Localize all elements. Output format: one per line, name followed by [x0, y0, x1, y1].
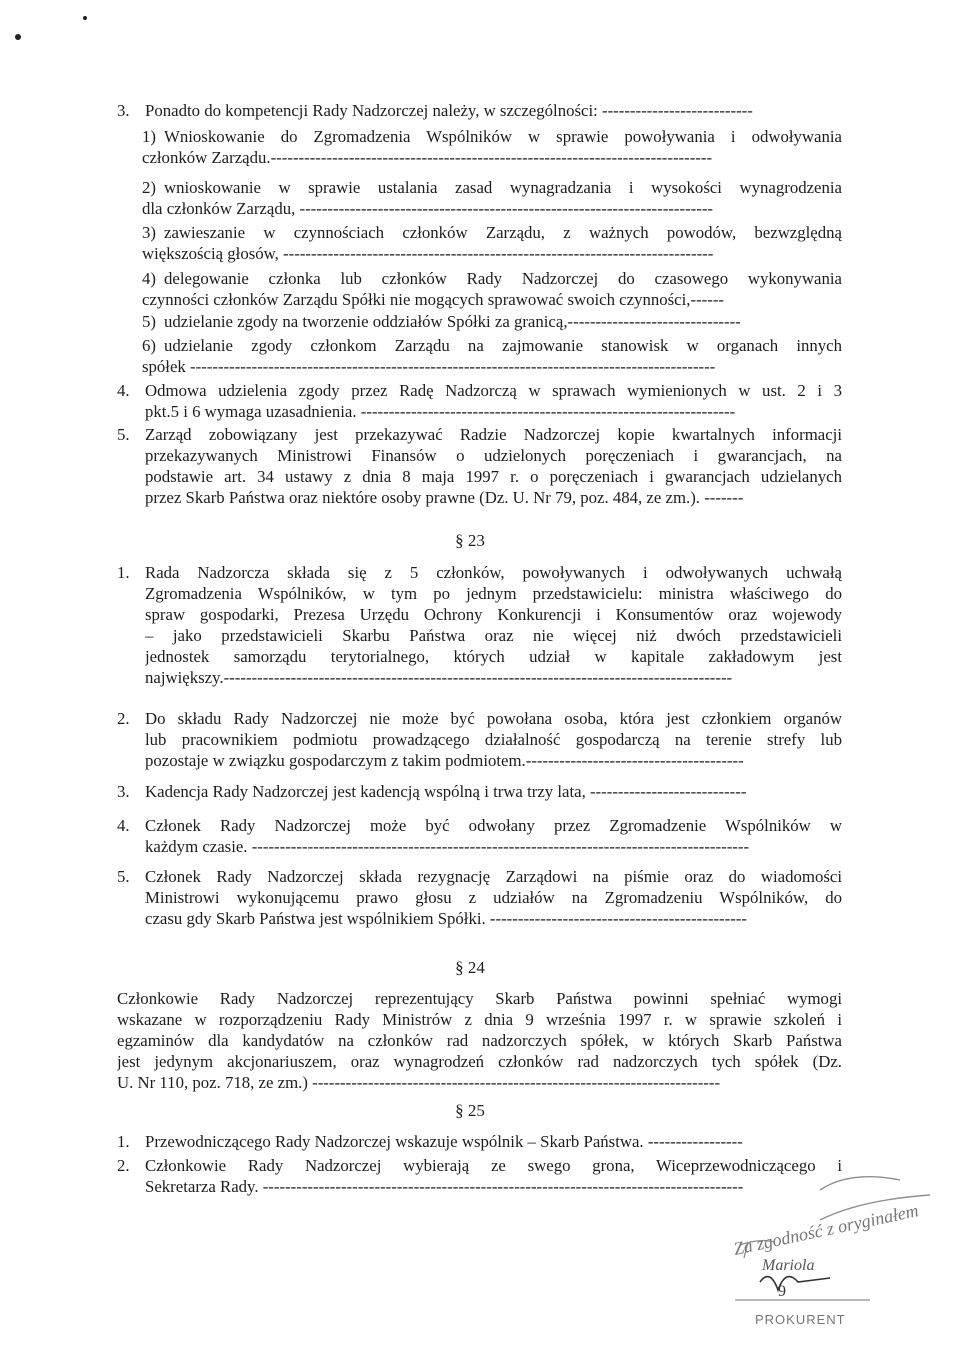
stamp-title: PROKURENT [755, 1312, 846, 1327]
section-text: przez Skarb Państwa oraz niektóre osoby prawne (Dz. U. Nr 79, poz. 484, ze zm.). ------- [145, 488, 744, 507]
section-number: 5. [117, 425, 130, 444]
item-text: każdym czasie. ----------------------------------------------------------------------------------------- [145, 837, 750, 856]
subitem-text: członków Zarządu.------------------------------------------------------------------------------- [142, 148, 713, 167]
subitem-text: spółek ---------------------------------------------------------------------------------------------- [142, 357, 716, 376]
item-number: 1. [117, 1132, 130, 1151]
item-text: Ministrowi wykonującemu prawo głosu z udziałów na Zgromadzeniu Wspólników, do [145, 888, 842, 907]
item-number: 3. [117, 782, 130, 801]
section-text: podstawie art. 34 ustawy z dnia 8 maja 1997 r. o poręczeniach i gwarancjach udzielanych [145, 467, 842, 486]
subitem-text: udzielanie zgody członkom Zarządu na zajmowanie stanowisk w organach innych [164, 336, 842, 355]
paragraph-text: U. Nr 110, poz. 718, ze zm.) ------------------------------------------------------------------------- [117, 1073, 721, 1092]
paragraph-text: jest jedynym akcjonariuszem, oraz wynagrodzeń członków rad nadzorczych tych spółek (Dz. [117, 1052, 842, 1071]
item-text: – jako przedstawicieli Skarbu Państwa oraz nie więcej niż dwóch przedstawicieli [145, 626, 842, 645]
subitem-text: dla członków Zarządu, -------------------------------------------------------------------------- [142, 199, 714, 218]
subitem-number: 1) [142, 127, 156, 146]
paragraph-text: egzaminów dla kandydatów na członków rad nadzorczych spółek, w których Skarb Państwa [117, 1031, 842, 1050]
signature-stroke [760, 1277, 830, 1290]
section-text: przekazywanych Ministrowi Finansów o udzielonych poręczeniach i gwarancjach, na [145, 446, 842, 465]
subitem-text: wnioskowanie w sprawie ustalania zasad wynagradzania i wysokości wynagrodzenia [164, 178, 842, 197]
subitem-number: 4) [142, 269, 156, 288]
subitem-number: 5) [142, 312, 156, 331]
item-text: Członkowie Rady Nadzorczej wybierają ze swego grona, Wiceprzewodniczącego i [145, 1156, 842, 1175]
subitem-text: czynności członków Zarządu Spółki nie mogących sprawować swoich czynności,------ [142, 290, 725, 309]
item-text: lub pracownikiem podmiotu prowadzącego działalność gospodarczą na terenie strefy lub [145, 730, 842, 749]
scan-dot [15, 34, 21, 40]
subitem-number: 3) [142, 223, 156, 242]
item-text: Członek Rady Nadzorczej może być odwołany przez Zgromadzenie Wspólników w [145, 816, 842, 835]
scan-dot [83, 16, 87, 20]
item-number: 4. [117, 816, 130, 835]
item-text: największy.------------------------------------------------------------------------------------------- [145, 668, 733, 687]
item-number: 1. [117, 563, 130, 582]
subitem-text: delegowanie członka lub członków Rady Nadzorczej do czasowego wykonywania [164, 269, 842, 288]
section-text: pkt.5 i 6 wymaga uzasadnienia. ------------------------------------------------------------------- [145, 402, 736, 421]
item-text: Kadencja Rady Nadzorczej jest kadencją wspólną i trwa trzy lata, ---------------------------- [145, 782, 747, 801]
subitem-text: większością głosów, ----------------------------------------------------------------------------- [142, 244, 714, 263]
page-number: 9 [778, 1283, 786, 1300]
subitem-number: 2) [142, 178, 156, 197]
paragraph-text: Członkowie Rady Nadzorczej reprezentujący Skarb Państwa powinni spełniać wymogi [117, 989, 842, 1008]
subitem-text: Wnioskowanie do Zgromadzenia Wspólników w sprawie powoływania i odwoływania [164, 127, 842, 146]
section-text: Odmowa udzielenia zgody przez Radę Nadzorczą w sprawach wymienionych w ust. 2 i 3 [145, 381, 842, 400]
item-text: Członek Rady Nadzorczej składa rezygnację Zarządowi na piśmie oraz do wiadomości [145, 867, 842, 886]
item-text: Do składu Rady Nadzorczej nie może być powołana osoba, która jest członkiem organów [145, 709, 842, 728]
paragraph-25-heading: § 25 [455, 1101, 485, 1120]
stamp-text-line1: Za zgodność z oryginałem [731, 1200, 921, 1259]
subitem-text: zawieszanie w czynnościach członków Zarządu, z ważnych powodów, bezwzględną [164, 223, 842, 242]
paragraph-23-heading: § 23 [455, 531, 485, 550]
paragraph-24-heading: § 24 [455, 958, 485, 977]
item-number: 5. [117, 867, 130, 886]
certification-stamp [700, 1150, 940, 1340]
item-text: spraw gospodarki, Prezesa Urzędu Ochrony Konkurencji i Konsumentów oraz wojewody [145, 605, 842, 624]
item-text: jednostek samorządu terytorialnego, których udział w kapitale zakładowym jest [145, 647, 842, 666]
item-number: 2. [117, 709, 130, 728]
section-number: 4. [117, 381, 130, 400]
item-text: Zgromadzenia Wspólników, w tym po jednym przedstawicielu: ministra właściwego do [145, 584, 842, 603]
section-number: 3. [117, 101, 130, 120]
stamp-name: Mariola [762, 1257, 815, 1274]
section-text: Ponadto do kompetencji Rady Nadzorczej należy, w szczególności: --------------------------- [145, 101, 753, 120]
item-text: Przewodniczącego Rady Nadzorczej wskazuje wspólnik – Skarb Państwa. ----------------- [145, 1132, 743, 1151]
item-text: pozostaje w związku gospodarczym z takim podmiotem.--------------------------------------- [145, 751, 744, 770]
section-text: Zarząd zobowiązany jest przekazywać Radzie Nadzorczej kopie kwartalnych informacji [145, 425, 842, 444]
item-text: Sekretarza Rady. -------------------------------------------------------------------------------------- [145, 1177, 744, 1196]
subitem-number: 6) [142, 336, 156, 355]
paragraph-text: wskazane w rozporządzeniu Rady Ministrów z dnia 9 września 1997 r. w sprawie szkoleń i [117, 1010, 842, 1029]
item-text: Rada Nadzorcza składa się z 5 członków, powoływanych i odwoływanych uchwałą [145, 563, 842, 582]
item-number: 2. [117, 1156, 130, 1175]
item-text: czasu gdy Skarb Państwa jest wspólnikiem Spółki. ---------------------------------------------- [145, 909, 747, 928]
subitem-text: udzielanie zgody na tworzenie oddziałów Spółki za granicą,------------------------------- [164, 312, 741, 331]
